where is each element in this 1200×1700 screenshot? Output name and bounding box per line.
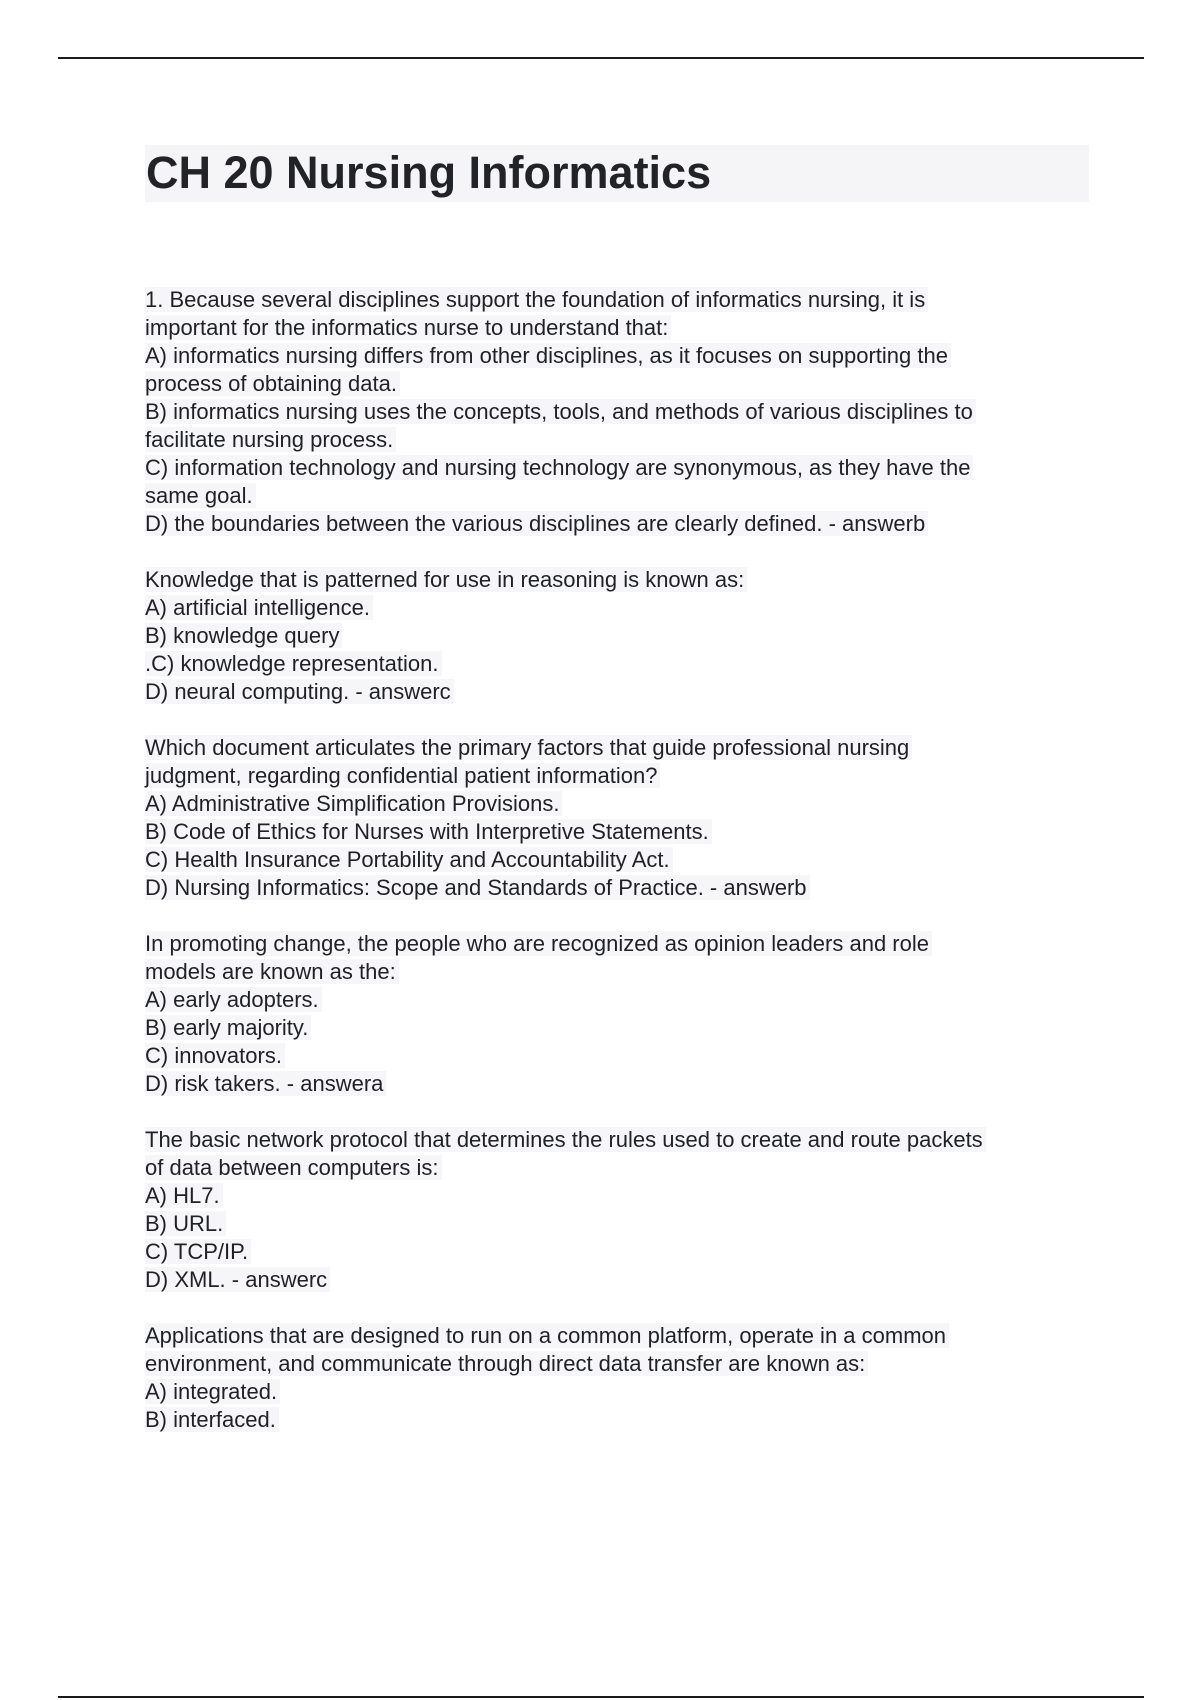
option-line: C) information technology and nursing technology are synonymous, as they have the	[145, 454, 1085, 482]
option-line: B) informatics nursing uses the concepts, tools, and methods of various disciplines to	[145, 398, 1085, 426]
answer-line: D) neural computing. - answerc	[145, 678, 1085, 706]
option-line: B) early majority.	[145, 1014, 1085, 1042]
page-title: CH 20 Nursing Informatics	[146, 147, 712, 198]
option-line: A) artificial intelligence.	[145, 594, 1085, 622]
question-line: of data between computers is:	[145, 1154, 1085, 1182]
option-line: A) Administrative Simplification Provisions.	[145, 790, 1085, 818]
option-line: A) HL7.	[145, 1182, 1085, 1210]
option-line: B) URL.	[145, 1210, 1085, 1238]
question-list	[145, 286, 1085, 1462]
question-line: Applications that are designed to run on a common platform, operate in a common	[145, 1322, 1085, 1350]
answer-line: D) risk takers. - answera	[145, 1070, 1085, 1098]
question-line: models are known as the:	[145, 958, 1085, 986]
option-line: A) early adopters.	[145, 986, 1085, 1014]
question-line: 1. Because several disciplines support the foundation of informatics nursing, it is	[145, 286, 1085, 314]
question-4	[145, 930, 1085, 1098]
question-line: Knowledge that is patterned for use in reasoning is known as:	[145, 566, 1085, 594]
option-line: facilitate nursing process.	[145, 426, 1085, 454]
question-line: In promoting change, the people who are recognized as opinion leaders and role	[145, 930, 1085, 958]
question-line: judgment, regarding confidential patient information?	[145, 762, 1085, 790]
answer-line: D) Nursing Informatics: Scope and Standards of Practice. - answerb	[145, 874, 1085, 902]
option-line: A) informatics nursing differs from other disciplines, as it focuses on supporting the	[145, 342, 1085, 370]
top-divider	[58, 57, 1144, 59]
question-line: Which document articulates the primary factors that guide professional nursing	[145, 734, 1085, 762]
option-line: A) integrated.	[145, 1378, 1085, 1406]
option-line: C) Health Insurance Portability and Accountability Act.	[145, 846, 1085, 874]
answer-line: D) the boundaries between the various disciplines are clearly defined. - answerb	[145, 510, 1085, 538]
question-5	[145, 1126, 1085, 1294]
option-line: C) TCP/IP.	[145, 1238, 1085, 1266]
option-line: same goal.	[145, 482, 1085, 510]
answer-line: D) XML. - answerc	[145, 1266, 1085, 1294]
question-3	[145, 734, 1085, 902]
option-line: B) interfaced.	[145, 1406, 1085, 1434]
question-line: environment, and communicate through direct data transfer are known as:	[145, 1350, 1085, 1378]
question-2	[145, 566, 1085, 706]
question-line: important for the informatics nurse to understand that:	[145, 314, 1085, 342]
option-line: C) innovators.	[145, 1042, 1085, 1070]
question-line: The basic network protocol that determines the rules used to create and route packets	[145, 1126, 1085, 1154]
question-1	[145, 286, 1085, 538]
option-line: B) knowledge query	[145, 622, 1085, 650]
option-line: process of obtaining data.	[145, 370, 1085, 398]
bottom-divider	[58, 1696, 1144, 1698]
option-line: B) Code of Ethics for Nurses with Interpretive Statements.	[145, 818, 1085, 846]
question-6	[145, 1322, 1085, 1434]
option-line: .C) knowledge representation.	[145, 650, 1085, 678]
